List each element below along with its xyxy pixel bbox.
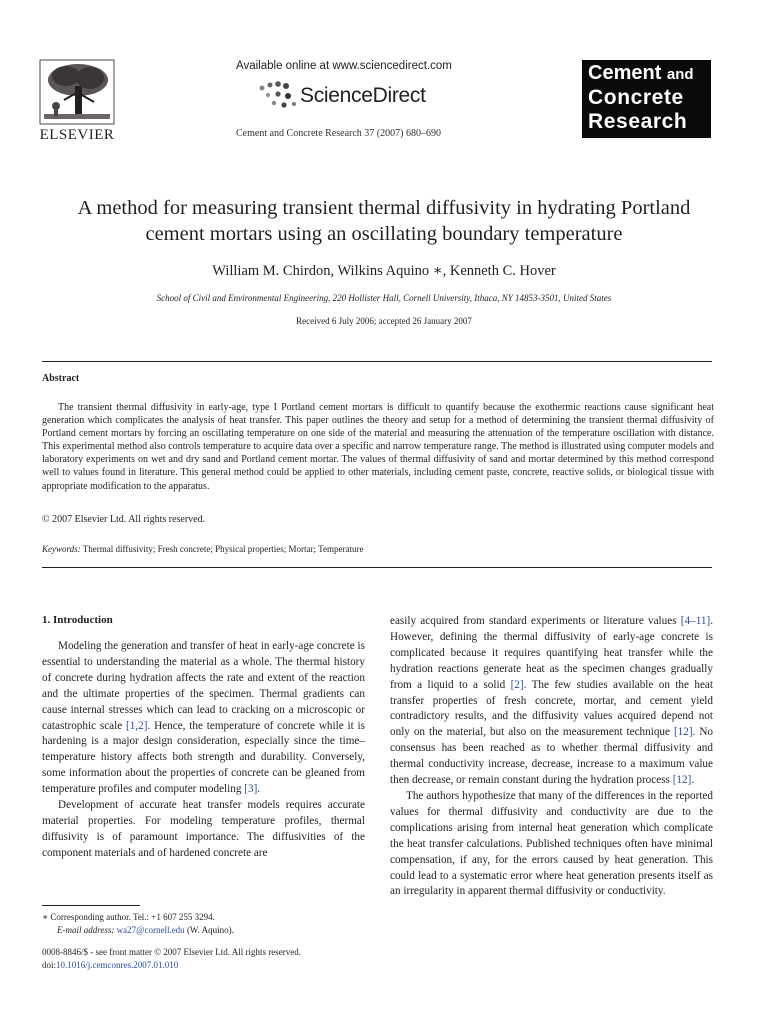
- keywords: [42, 544, 363, 554]
- left-column: [42, 630, 365, 862]
- email-suffix: (W. Aquino).: [186, 925, 234, 935]
- abstract-copyright: © 2007 Elsevier Ltd. All rights reserved.: [42, 514, 206, 525]
- citation-link[interactable]: [12]: [672, 774, 692, 787]
- abstract-heading: Abstract: [42, 373, 80, 384]
- journal-logo-word-2: Concrete: [588, 86, 684, 109]
- divider-bottom: [42, 567, 712, 568]
- affiliation: School of Civil and Environmental Engineering, 220 Hollister Hall, Cornell University, Ithaca, NY 14853-3501, United States: [156, 293, 612, 303]
- article-title: [30, 195, 738, 247]
- abstract-text: The transient thermal diffusivity in early-age, type I Portland cement mortars is difficult to quantify because the exothermic reactions cause significant heat generation which complicates the analysis of heat transfer. This paper outlines the theory and setup for a method of determining the transient thermal diffusivity of Portland cement mortars by forcing an oscillating temperature on one side of the material and measuring the attenuation of the temperature oscillation with distance. This experimental method also controls temperature to acquire data over a specific and narrow temperature range. The method is illustrated using computer models and laboratory experiments on wet and dry sand and Portland cement mortar. The values of thermal diffusivity of sand and mortar determined by this method correspond well to values found in literature. This general method could be applied to other materials, including cement paste, concrete, reactive solids, or biological tissue with appropriate modification to the apparatus.: [42, 402, 714, 492]
- footnote-rule: [42, 905, 140, 906]
- doi-link[interactable]: 10.1016/j.cemconres.2007.01.010: [56, 960, 179, 970]
- journal-logo-word-and: and: [666, 66, 694, 83]
- author-list: William M. Chirdon, Wilkins Aquino ∗, Kenneth C. Hover: [212, 263, 556, 279]
- citation-link[interactable]: [1,2]: [126, 719, 148, 732]
- publisher-name: ELSEVIER: [39, 127, 115, 143]
- citation-link[interactable]: [4–11]: [680, 615, 711, 627]
- section-heading: 1. Introduction: [42, 614, 113, 626]
- received-dates: Received 6 July 2006; accepted 26 January 2007: [296, 316, 472, 326]
- keywords-label: Keywords:: [42, 544, 81, 554]
- paragraph: Development of accurate heat transfer models requires accurate material properties. For modeling temperature profiles, thermal diffusivity is of paramount importance. The diffusivities of the component materials and of hardened concrete are: [42, 799, 365, 859]
- footnote: [42, 911, 234, 937]
- elsevier-logo: [38, 58, 116, 144]
- journal-reference: Cement and Concrete Research 37 (2007) 680–690: [236, 128, 441, 139]
- journal-logo-word-3: Research: [588, 110, 688, 133]
- issn-line: 0008-8846/$ - see front matter © 2007 Elsevier Ltd. All rights reserved.: [42, 947, 302, 957]
- article-title-line-2: cement mortars using an oscillating boundary temperature: [145, 223, 623, 245]
- citation-link[interactable]: [2]: [510, 678, 524, 691]
- article-title-line-1: A method for measuring transient thermal diffusivity in hydrating Portland: [77, 197, 691, 219]
- doi-line: [42, 959, 301, 972]
- paragraph: easily acquired from standard experiments or literature values [4–11]. However, defining the thermal diffusivity of early-age concrete is complicated because it requires quantifying heat transfer while the hydration reactions generate heat as the specimen changes gradually from a liquid to a solid [2]. The few studies available on the heat transfer properties of fresh concrete, mortar, and cement yield contradictory results, and the diffusivity values acquired depend not only on the material, but also on the measurement technique [12]. No consensus has been reached as to whether thermal diffusivity and thermal conductivity increase, decrease, increase to a maximum value then decrease, or remain constant during the hydration process [12].: [390, 615, 713, 787]
- available-online-text: Available online at www.sciencedirect.com: [236, 60, 452, 72]
- email-link[interactable]: wa27@cornell.edu: [116, 925, 185, 935]
- email-line: [42, 924, 234, 937]
- front-matter: [42, 946, 301, 972]
- divider-top: [42, 361, 712, 362]
- sciencedirect-wordmark: ScienceDirect: [300, 84, 426, 107]
- right-column: [390, 614, 713, 900]
- paragraph: The authors hypothesize that many of the differences in the reported values for thermal diffusivity and conductivity are due to the complications arising from internal heat generation which complicate the heat transfer calculations. Published techniques often have minimal compensation, if any, for the errors caused by heat generation. This could lead to a systematic error where heat generation presents itself as an irregularity in apparent thermal diffusivity or conductivity.: [390, 789, 713, 898]
- email-label: E-mail address:: [57, 925, 115, 935]
- doi-label: doi:: [42, 960, 57, 970]
- elsevier-tree-icon: [38, 58, 116, 126]
- corresponding-author-note: ∗ Corresponding author. Tel.: +1 607 255 3294.: [42, 912, 215, 922]
- journal-logo-word-1: Cement: [588, 62, 662, 84]
- citation-link[interactable]: [3]: [244, 783, 258, 796]
- paragraph: Modeling the generation and transfer of heat in early-age concrete is essential to understanding the material as a whole. The thermal history of concrete during hydration affects the rate and extent of the reaction and the ultimate properties of the specimen. Thermal gradients can cause internal stresses which can lead to cracking on a microscopic or catastrophic scale [1,2]. Hence, the temperature of concrete while it is hardening is a major design consideration, especially since the time–temperature history affects both strength and durability. Conversely, some information about the properties of concrete can be gleaned from temperature profiles and computer modeling [3].: [42, 640, 365, 796]
- citation-link[interactable]: [12]: [673, 726, 693, 739]
- journal-logo: [582, 60, 711, 138]
- keywords-list: Thermal diffusivity; Fresh concrete; Physical properties; Mortar; Temperature: [82, 544, 364, 554]
